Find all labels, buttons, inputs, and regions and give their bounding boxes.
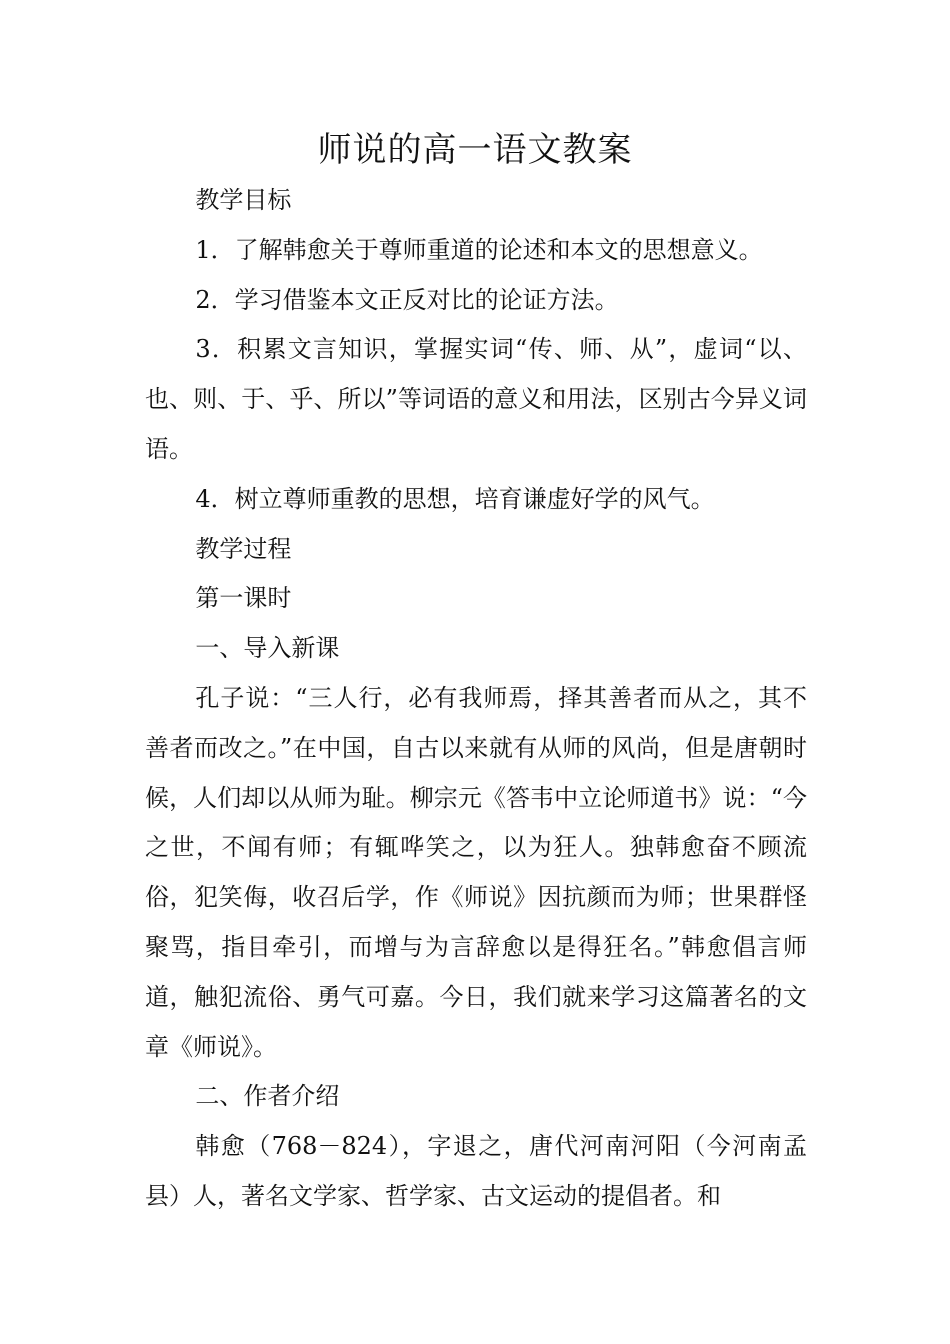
objective-item-4: 4．树立尊师重教的思想，培育谦虚好学的风气。	[195, 484, 715, 513]
objective-item-2: 2．学习借鉴本文正反对比的论证方法。	[195, 285, 619, 314]
author-paragraph: 韩愈（768－824），字退之，唐代河南河阳（今河南孟县）人，著名文学家、哲学家、古文运动的提倡者。和	[145, 1132, 807, 1210]
subsection-heading-intro: 一、导入新课	[195, 634, 340, 663]
section-heading-process: 教学过程	[195, 534, 292, 563]
document-title: 师说的高一语文教案	[317, 130, 633, 170]
lesson-heading-first: 第一课时	[195, 584, 292, 613]
subsection-heading-author: 二、作者介绍	[195, 1082, 340, 1111]
document-body	[145, 176, 807, 1222]
objective-item-3: 3．积累文言知识，掌握实词“传、师、从”，虚词“以、也、则、于、乎、所以”等词语的意义和用法，区别古今异义词语。	[145, 335, 807, 463]
intro-paragraph: 孔子说：“三人行，必有我师焉，择其善者而从之，其不善者而改之。”在中国，自古以来就有从师的风尚，但是唐朝时候，人们却以从师为耻。柳宗元《答韦中立论师道书》说：“今之世，不闻有师；有辄哗笑之，以为狂人。独韩愈奋不顾流俗，犯笑侮，收召后学，作《师说》因抗颜而为师；世果群怪聚骂，指目牵引，而增与为言辞愈以是得狂名。”韩愈倡言师道，触犯流俗、勇气可嘉。今日，我们就来学习这篇著名的文章《师说》。	[145, 683, 807, 1061]
objective-item-1: 1．了解韩愈关于尊师重道的论述和本文的思想意义。	[195, 235, 763, 264]
section-heading-objectives: 教学目标	[195, 186, 292, 214]
